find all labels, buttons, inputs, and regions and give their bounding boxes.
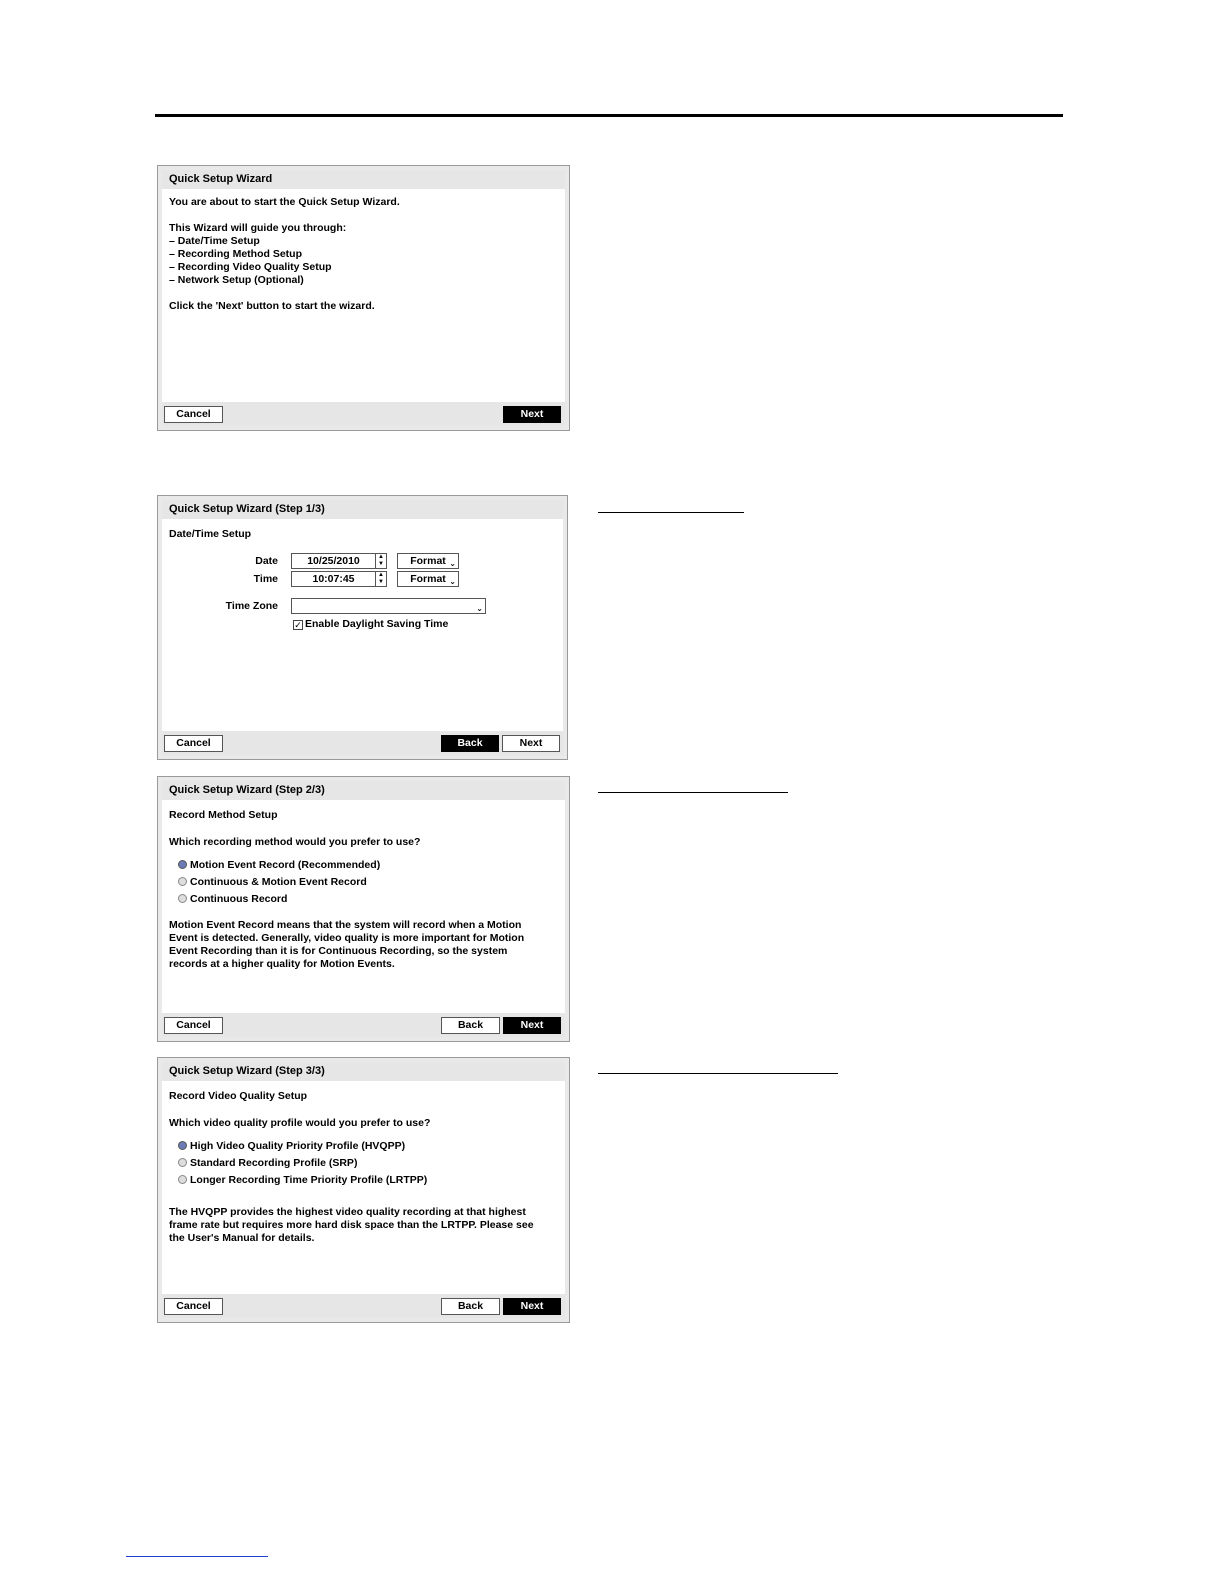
description-text: Motion Event Record means that the system will record when a Motion [169,919,522,931]
radio-option[interactable]: Continuous & Motion Event Record [169,876,559,893]
spinner-up-down-icon[interactable]: ▲ ▼ [375,571,387,587]
time-zone-label: Time Zone [225,600,278,612]
radio-option[interactable]: High Video Quality Priority Profile (HVQPP) [169,1140,559,1157]
back-button[interactable]: Back [441,1017,500,1034]
time-zone-dropdown[interactable] [291,598,486,614]
radio-option[interactable]: Continuous Record [169,893,559,910]
time-field[interactable]: 10:07:45 [291,571,376,587]
radio-option[interactable]: Longer Recording Time Priority Profile (LRTPP) [169,1174,559,1191]
question-text: Which recording method would you prefer to use? [169,836,421,848]
quick-setup-wizard-intro-dialog [157,165,570,431]
dst-label: Enable Daylight Saving Time [305,618,449,630]
start-instruction: Click the 'Next' button to start the wizard. [169,300,375,312]
description-text: records at a higher quality for Motion Events. [169,958,395,970]
list-item: – Recording Video Quality Setup [169,261,332,273]
dialog-title: Quick Setup Wizard (Step 1/3) [162,500,563,519]
dialog-title: Quick Setup Wizard (Step 2/3) [162,781,565,800]
date-format-dropdown[interactable]: Format ⌄ [397,553,459,569]
next-button[interactable]: Next [503,1017,561,1034]
question-text: Which video quality profile would you prefer to use? [169,1117,431,1129]
intro-text: You are about to start the Quick Setup Wizard. [169,196,400,208]
footer-link-underline[interactable] [126,1556,268,1557]
radio-icon[interactable] [178,877,187,886]
section-heading-rule [598,1073,838,1074]
next-button[interactable]: Next [503,1298,561,1315]
guide-text: This Wizard will guide you through: [169,222,347,234]
time-format-dropdown[interactable]: Format ⌄ [397,571,459,587]
checkbox-icon[interactable]: ✓ [294,620,302,630]
quick-setup-wizard-step2-dialog [157,776,570,1042]
quick-setup-wizard-step3-dialog [157,1057,570,1323]
radio-icon[interactable] [178,1141,187,1150]
list-item: – Recording Method Setup [169,248,303,260]
time-label: Time [253,573,278,585]
section-heading-rule [598,792,788,793]
date-label: Date [255,555,278,567]
quick-setup-wizard-step1-dialog [157,495,568,760]
dialog-title: Quick Setup Wizard (Step 3/3) [162,1062,565,1081]
dialog-heading: Date/Time Setup [169,528,252,540]
dropdown-arrow-icon: ⌄ [476,604,483,613]
radio-option[interactable]: Motion Event Record (Recommended) [169,859,559,876]
description-text: Event is detected. Generally, video quality is more important for Motion [169,932,525,944]
date-field[interactable]: 10/25/2010 [291,553,376,569]
next-button[interactable]: Next [503,406,561,423]
description-text: Event Recording than it is for Continuous Recording, so the system [169,945,508,957]
dialog-content [169,809,559,971]
back-button[interactable]: Back [441,735,499,752]
dialog-heading: Record Video Quality Setup [169,1090,308,1102]
description-text: frame rate but requires more hard disk space than the LRTPP. Please see [169,1219,534,1231]
spinner-up-down-icon[interactable]: ▲ ▼ [375,553,387,569]
section-heading-rule [598,512,744,513]
description-text: The HVQPP provides the highest video quality recording at that highest [169,1206,526,1218]
description-text: the User's Manual for details. [169,1232,315,1244]
radio-icon[interactable] [178,860,187,869]
radio-icon[interactable] [178,1175,187,1184]
list-item: – Network Setup (Optional) [169,274,304,286]
dialog-title: Quick Setup Wizard [162,170,565,189]
dst-checkbox-row[interactable] [293,618,448,630]
dialog-content [169,1090,559,1245]
dialog-content [169,196,559,313]
cancel-button[interactable]: Cancel [164,735,223,752]
cancel-button[interactable]: Cancel [164,1017,223,1034]
list-item: – Date/Time Setup [169,235,260,247]
dropdown-arrow-icon: ⌄ [449,559,456,568]
back-button[interactable]: Back [441,1298,500,1315]
next-button[interactable]: Next [502,735,560,752]
radio-icon[interactable] [178,894,187,903]
cancel-button[interactable]: Cancel [164,1298,223,1315]
radio-option[interactable]: Standard Recording Profile (SRP) [169,1157,559,1174]
dropdown-arrow-icon: ⌄ [449,577,456,586]
radio-icon[interactable] [178,1158,187,1167]
dialog-heading: Record Method Setup [169,809,278,821]
cancel-button[interactable]: Cancel [164,406,223,423]
page-header-rule [155,114,1063,117]
